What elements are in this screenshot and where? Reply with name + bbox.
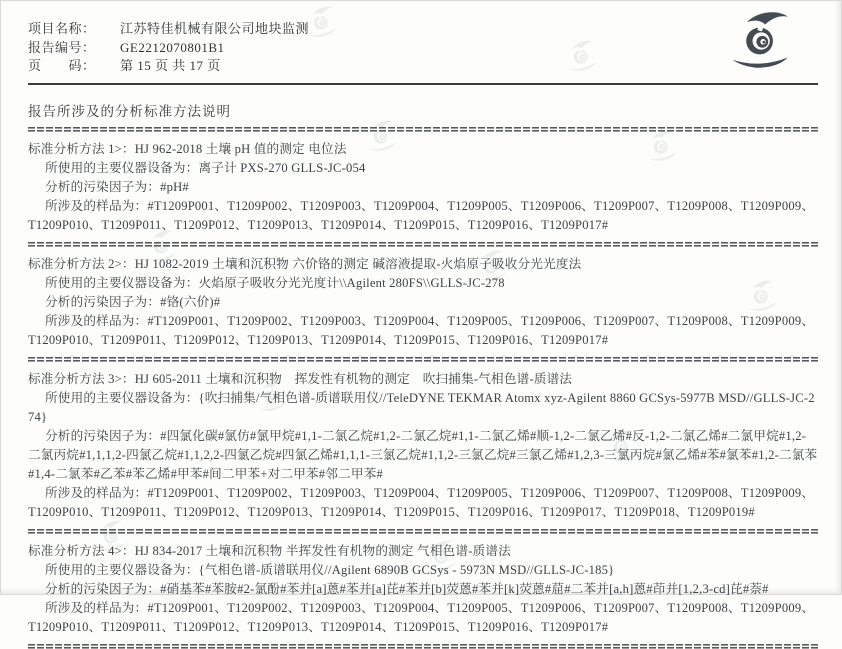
samples-line: 所涉及的样品为：#T1209P001、T1209P002、T1209P003、T1209P004、T1209P005、T1209P006、T1209P007、T1209P008、T1209P009、T1209P010、T1209P011、T1209P012、T1209P013、T1209P014、T1209P015、T1209P016、T1209P017# — [28, 600, 815, 634]
factors-line: 分析的污染因子为：#铬(六价)# — [45, 294, 221, 309]
samples-line: 所涉及的样品为：#T1209P001、T1209P002、T1209P003、T1209P004、T1209P005、T1209P006、T1209P007、T1209P008、T1209P009、T1209P010、T1209P011、T1209P012、T1209P013、T1209P014、T1209P015、T1209P016、T1209P017、T1209P018、T1209P019# — [28, 485, 815, 519]
report-number-label: 报告编号： — [28, 39, 96, 55]
project-name-label: 项目名称： — [28, 21, 96, 36]
method-line: 标准分析方法 2>：HJ 1082-2019 土壤和沉积物 六价铬的测定 碱溶液提取-火焰原子吸收分光光度法 — [28, 256, 582, 271]
page-number-row — [28, 57, 818, 76]
method-line: 标准分析方法 1>：HJ 962-2018 土壤 pH 值的测定 电位法 — [28, 141, 347, 156]
method-section-1 — [28, 140, 818, 235]
company-logo-icon — [716, 8, 800, 74]
samples-line: 所涉及的样品为：#T1209P001、T1209P002、T1209P003、T1209P004、T1209P005、T1209P006、T1209P007、T1209P008、T1209P009、T1209P010、T1209P011、T1209P012、T1209P013、T1209P014、T1209P015、T1209P016、T1209P017# — [28, 313, 815, 347]
factors-line: 分析的污染因子为：#四氯化碳#氯仿#氯甲烷#1,1-二氯乙烷#1,2-二氯乙烷#1,1-二氯乙烯#顺-1,2-二氯乙烯#反-1,2-二氯乙烯#二氯甲烷#1,2-二氯丙烷#1,1,1,2-四氯乙烷#1,1,2,2-四氯乙烷#四氯乙烯#1,1,1-三氯乙烷#1,1,2-三氯乙烷#三氯乙烯#1,2,3-三氯丙烷#氯乙烯#苯#氯苯#1,2-二氯苯#1,4-二氯苯#乙苯#苯乙烯#甲苯#间二甲苯+对二甲苯#邻二甲苯# — [28, 428, 818, 481]
section-divider — [28, 357, 818, 362]
equipment-line: 所使用的主要仪器设备为：{气相色谱-质谱联用仪//Agilent 6890B GCSys - 5973N MSD//GLLS-JC-185} — [45, 562, 615, 577]
section-divider — [28, 644, 818, 649]
project-name-value: 江苏特佳机械有限公司地块监测 — [120, 21, 310, 36]
page-title: 报告所涉及的分析标准方法说明 — [28, 103, 231, 119]
section-divider — [28, 127, 818, 132]
page-number-value: 第 15 页 共 17 页 — [120, 58, 221, 73]
method-line: 标准分析方法 4>：HJ 834-2017 土壤和沉积物 半挥发性有机物的测定 气相色谱-质谱法 — [28, 543, 512, 558]
page-number-label: 页 码： — [28, 58, 96, 73]
method-line: 标准分析方法 3>：HJ 605-2011 土壤和沉积物 挥发性有机物的测定 吹扫捕集-气相色谱-质谱法 — [28, 371, 573, 386]
equipment-line: 所使用的主要仪器设备为：火焰原子吸收分光光度计\\Agilent 280FS\\GLLS-JC-278 — [45, 275, 505, 290]
equipment-line: 所使用的主要仪器设备为：{吹扫捕集/气相色谱-质谱联用仪//TeleDYNE TEKMAR Atomx xyz-Agilent 8860 GCSys-5977B MSD//GLLS-JC-274} — [28, 390, 815, 424]
header-divider — [28, 83, 818, 85]
method-section-4 — [28, 542, 818, 637]
report-header — [28, 20, 818, 76]
factors-line: 分析的污染因子为：#pH# — [45, 179, 189, 194]
report-number-value: GE2212070801B1 — [120, 39, 225, 55]
section-divider — [28, 242, 818, 247]
report-number-row — [28, 39, 818, 58]
section-divider — [28, 529, 818, 534]
method-section-2 — [28, 255, 818, 350]
factors-line: 分析的污染因子为：#硝基苯#苯胺#2-氯酚#苯并[a]蒽#苯并[a]芘#苯并[b]荧蒽#苯并[k]荧蒽#䓛#二苯并[a,h]蒽#茚并[1,2,3-cd]芘#萘# — [45, 581, 769, 596]
equipment-line: 所使用的主要仪器设备为：离子计 PXS-270 GLLS-JC-054 — [45, 160, 366, 175]
method-section-3 — [28, 370, 818, 522]
samples-line: 所涉及的样品为：#T1209P001、T1209P002、T1209P003、T1209P004、T1209P005、T1209P006、T1209P007、T1209P008、T1209P009、T1209P010、T1209P011、T1209P012、T1209P013、T1209P014、T1209P015、T1209P016、T1209P017# — [28, 198, 815, 232]
project-name-row — [28, 20, 818, 39]
